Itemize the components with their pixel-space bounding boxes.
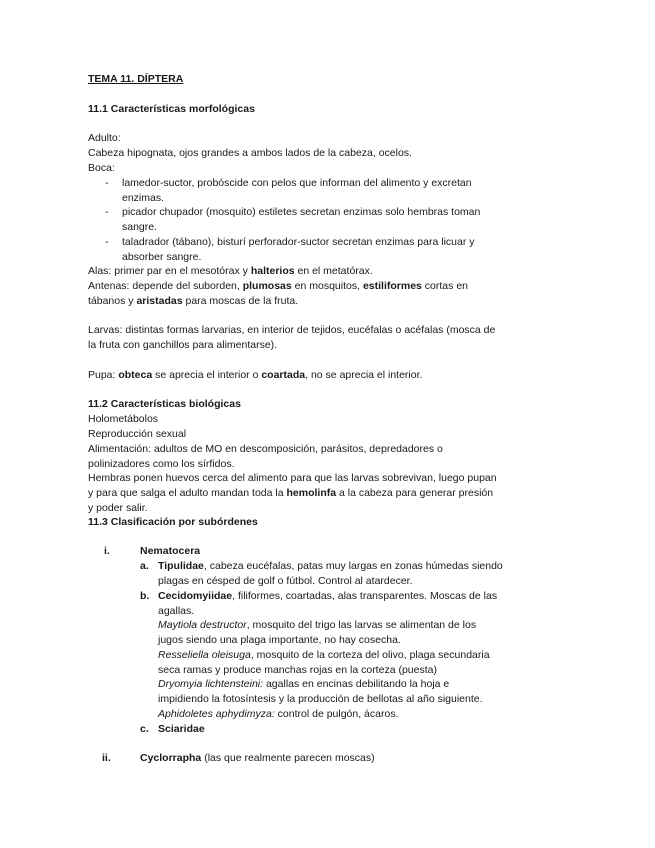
- section-heading-morfologicas: 11.1 Características morfológicas: [88, 103, 255, 115]
- document-title: TEMA 11. DÍPTERA: [88, 73, 184, 85]
- larvas-text-cont: la fruta con ganchillos para alimentarse).: [88, 339, 278, 351]
- alas-text: Alas: primer par en el mesotórax y halterios en el metatórax.: [88, 265, 373, 277]
- section-heading-biologicas: 11.2 Características biológicas: [88, 398, 241, 410]
- dryomyia-text-cont: impidiendo la fotosíntesis y la producción de bellotas al año siguiente.: [158, 693, 483, 705]
- sciaridae-label: Sciaridae: [158, 723, 205, 735]
- alpha-label: a.: [140, 560, 149, 572]
- tipulidae-text-cont: plagas en césped de golf o fútbol. Control al atardecer.: [158, 575, 413, 587]
- holometabolos-text: Holometábolos: [88, 413, 159, 425]
- alpha-label: b.: [140, 590, 150, 602]
- hembras-text-end: y poder salir.: [88, 502, 148, 514]
- bullet-text: sangre.: [122, 221, 158, 233]
- bullet-item: -: [105, 206, 109, 218]
- resseliella-text-cont: seca ramas y produce manchas rojas en la corteza (puesta): [158, 664, 437, 676]
- adulto-label: Adulto:: [88, 132, 121, 144]
- hembras-text: Hembras ponen huevos cerca del alimento para que las larvas sobrevivan, luego pupan: [88, 472, 497, 484]
- bullet-text: enzimas.: [122, 192, 165, 204]
- bullet-text: lamedor-suctor, probóscide con pelos que informan del alimento y excretan: [122, 177, 472, 189]
- alimentacion-text: Alimentación: adultos de MO en descomposición, parásitos, depredadores o: [88, 443, 443, 455]
- alpha-label: c.: [140, 723, 149, 735]
- cecidomyiidae-text-cont: agallas.: [158, 605, 195, 617]
- maytiola-text-cont: jugos siendo una plaga importante, no hay cosecha.: [158, 634, 401, 646]
- aphidoletes-text: Aphidoletes aphydimyza: control de pulgón, ácaros.: [158, 708, 399, 720]
- dryomyia-text: Dryomyia lichtensteini: agallas en encinas debilitando la hoja e: [158, 678, 450, 690]
- alimentacion-text-cont: polinizadores como los sírfidos.: [88, 458, 235, 470]
- pupa-text: Pupa: obtecа se aprecia el interior o coartada, no se aprecia el interior.: [88, 369, 423, 381]
- cabeza-text: Cabeza hipognata, ojos grandes a ambos lados de la cabeza, ocelos.: [88, 147, 412, 159]
- roman-numeral: i.: [104, 545, 110, 557]
- larvas-text: Larvas: distintas formas larvarias, en interior de tejidos, eucéfalas o acéfalas (mosca de: [88, 324, 496, 336]
- roman-numeral: ii.: [102, 752, 111, 764]
- hembras-text-cont: y para que salga el adulto mandan toda la hemolinfa a la cabeza para generar presión: [88, 487, 494, 499]
- tipulidae-text: Tipulidae, cabeza eucéfalas, patas muy largas en zonas húmedas siendo: [158, 560, 503, 572]
- resseliella-text: Resseliella oleisuga, mosquito de la corteza del olivo, plaga secundaria: [158, 649, 490, 661]
- maytiola-text: Maytiola destructor, mosquito del trigo las larvas se alimentan de los: [158, 619, 477, 631]
- suborder-nematocera: Nematocera: [140, 545, 201, 557]
- bullet-item: -: [105, 236, 109, 248]
- antenas-text: Antenas: depende del suborden, plumosas en mosquitos, estiliformes cortas en: [88, 280, 468, 292]
- suborder-cyclorrapha: Cyclorrapha (las que realmente parecen moscas): [140, 752, 375, 764]
- reproduccion-text: Reproducción sexual: [88, 428, 187, 440]
- boca-label: Boca:: [88, 162, 115, 174]
- bullet-item: -: [105, 177, 109, 189]
- cecidomyiidae-text: Cecidomyiidae, filiformes, coartadas, alas transparentes. Moscas de las: [158, 590, 498, 602]
- bullet-text: picador chupador (mosquito) estiletes secretan enzimas solo hembras toman: [122, 206, 481, 218]
- bullet-text: taladrador (tábano), bisturí perforador-suctor secretan enzimas para licuar y: [122, 236, 475, 248]
- section-heading-clasificacion: 11.3 Clasificación por subórdenes: [88, 516, 258, 528]
- antenas-text-cont: tábanos y aristadas para moscas de la fruta.: [88, 295, 299, 307]
- bullet-text: absorber sangre.: [122, 251, 202, 263]
